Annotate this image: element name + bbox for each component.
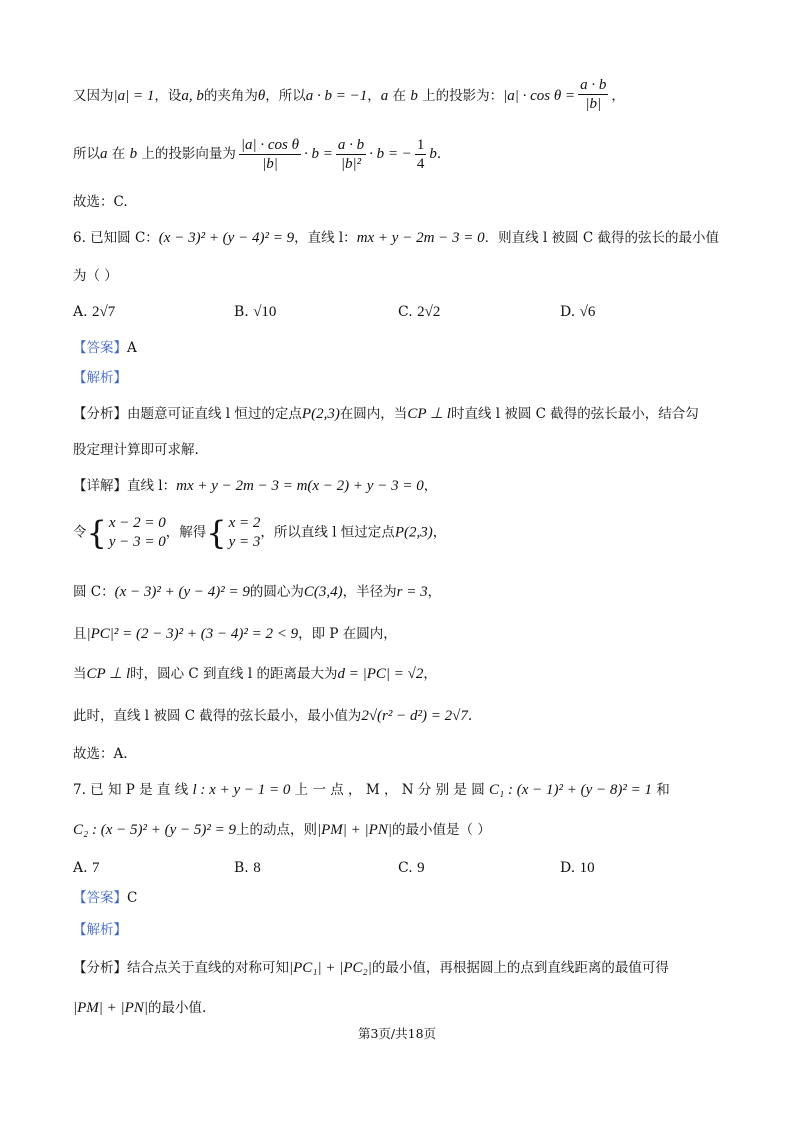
pc-distance-line — [73, 624, 397, 644]
text: 由题意可证直线 l 恒过的定点 — [127, 406, 302, 422]
option-value: 2√7 — [92, 304, 116, 320]
text: ， — [423, 478, 438, 494]
math: |a| = 1 — [113, 88, 155, 104]
projection-vector-line — [73, 136, 441, 173]
option-d — [560, 858, 595, 878]
text: 在圆内，当 — [339, 406, 408, 422]
equation: y − 3 = 0 — [108, 534, 166, 550]
text: ，即 P 在圆内， — [298, 626, 397, 642]
option-value: 7 — [92, 860, 100, 876]
math: b — [410, 88, 418, 104]
option-label: D. — [560, 304, 576, 320]
option-a — [73, 858, 100, 878]
text: ，所以直线 l 恒过定点 — [260, 524, 395, 541]
text: . — [436, 146, 442, 162]
answer-tag: 【答案】 — [73, 890, 127, 906]
question-7-stem-cont — [73, 820, 491, 840]
text: 上的动点，则 — [236, 822, 317, 838]
denominator: |b| — [585, 96, 602, 112]
option-label: C. — [398, 304, 413, 320]
text: 的圆心为 — [249, 584, 304, 600]
text: 6. 已知圆 C： — [73, 230, 159, 246]
denominator: 4 — [416, 156, 425, 172]
option-label: D. — [560, 860, 576, 876]
text: ，解得 — [165, 524, 207, 541]
answer-tag: 【答案】 — [73, 340, 127, 356]
equation: x = 2 — [228, 515, 261, 531]
option-b — [234, 858, 261, 878]
math: |PM| + |PN| — [317, 822, 392, 838]
text: 上 一 点 ， M ， N 分 别 是 圆 — [290, 782, 490, 798]
math: |PC₁| + |PC₂| — [289, 960, 372, 976]
math: a · b = −1 — [305, 88, 368, 104]
option-value: 9 — [417, 860, 425, 876]
text: ，所以 — [265, 88, 306, 104]
math: P(2,3) — [301, 406, 340, 422]
math: d = |PC| = √2 — [337, 666, 424, 682]
equation-system — [109, 514, 166, 552]
fraction — [336, 136, 366, 173]
text: 所以 — [73, 146, 100, 162]
text: ， — [427, 584, 442, 600]
option-c — [398, 302, 440, 322]
fraction — [578, 76, 608, 113]
equation: x − 2 = 0 — [108, 515, 166, 531]
text: 在 — [107, 146, 130, 162]
denominator: |b|² — [340, 156, 362, 172]
math: b — [129, 146, 138, 162]
text: 圆 C： — [73, 584, 115, 600]
question-7-answer — [73, 888, 137, 908]
math: |a| · cos θ = — [503, 88, 576, 104]
fenxi-tag: 【分析】 — [73, 406, 127, 422]
option-value: 2√2 — [417, 304, 441, 320]
text: 此时，直线 l 被圆 C 截得的弦长最小，最小值为 — [73, 708, 362, 724]
text: 当 — [73, 666, 87, 682]
question-6-stem — [73, 228, 719, 248]
brace-glyph: { — [206, 514, 227, 552]
math: mx + y − 2m − 3 = m(x − 2) + y − 3 = 0 — [176, 478, 424, 494]
text: ．则直线 l 被圆 C 截得的弦长的最小值 — [484, 230, 719, 246]
math: C₂ : (x − 5)² + (y − 5)² = 9 — [73, 822, 236, 838]
math: l : x + y − 1 = 0 — [192, 782, 291, 798]
text: 上的投影为： — [417, 88, 504, 104]
option-label: B. — [234, 304, 249, 320]
math: a — [100, 146, 108, 162]
text: ，直线 l： — [294, 230, 357, 246]
question-7-stem — [73, 780, 670, 800]
math: |PC|² = (2 − 3)² + (3 − 4)² = 2 < 9 — [86, 626, 299, 642]
text: 时直线 l 被圆 C 截得的弦长最小，结合勾 — [450, 406, 699, 422]
option-c — [398, 858, 425, 878]
projection-line — [73, 78, 625, 115]
text: 时，圆心 C 到直线 l 的距离最大为 — [130, 666, 338, 682]
math: C(3,4) — [303, 584, 343, 600]
numerator: 1 — [416, 137, 425, 153]
question-6-xiangjie — [73, 476, 437, 496]
math: C₁ : (x − 1)² + (y − 8)² = 1 — [489, 782, 653, 798]
math: r = 3 — [396, 584, 428, 600]
question-6-answer — [73, 338, 137, 358]
math: (x − 3)² + (y − 4)² = 9 — [114, 584, 250, 600]
option-value: √10 — [253, 304, 277, 320]
question-7-fenxi-cont — [73, 998, 206, 1018]
text: ，设 — [154, 88, 182, 104]
text: 的最小值. — [147, 1000, 207, 1016]
question-7-analysis-tag: 【解析】 — [73, 922, 127, 938]
text: 又因为 — [73, 88, 114, 104]
text: 的最小值，再根据圆上的点到直线距离的最值可得 — [371, 960, 669, 976]
math: · b = − — [369, 146, 412, 162]
math: |PM| + |PN| — [73, 1000, 148, 1016]
text: 的最小值是（ ） — [391, 822, 491, 838]
max-distance-line — [73, 664, 437, 684]
xiangjie-tag: 【详解】 — [73, 478, 127, 494]
answer-choice-line: 故选：C. — [73, 194, 128, 210]
text: 结合点关于直线的对称可知 — [127, 960, 289, 976]
option-a — [73, 302, 115, 322]
option-value: √6 — [579, 304, 596, 320]
question-6-fenxi — [73, 404, 699, 424]
equation: y = 3 — [228, 534, 261, 550]
math: a, b — [181, 88, 204, 104]
text: ， — [423, 666, 437, 682]
option-label: A. — [73, 860, 88, 876]
option-b — [234, 302, 276, 322]
option-label: C. — [398, 860, 413, 876]
page-footer: 第3页/共18页 — [357, 1026, 437, 1041]
option-label: B. — [234, 860, 249, 876]
text: 7. 已 知 P 是 直 线 — [73, 782, 193, 798]
answer-value: A — [127, 340, 137, 356]
question-7-fenxi — [73, 958, 669, 978]
text: 直线 l： — [127, 478, 177, 494]
text: 的夹角为 — [203, 88, 258, 104]
text: ，半径为 — [342, 584, 397, 600]
text: 上的投影向量为 — [137, 146, 236, 162]
text: ， — [432, 524, 447, 541]
text: ， — [367, 88, 381, 104]
text: 和 — [652, 782, 670, 798]
numerator: |a| · cos θ — [240, 137, 300, 153]
circle-center-line — [73, 582, 441, 602]
min-chord-line — [73, 706, 472, 726]
math: CP ⊥ l — [86, 666, 131, 682]
text: 且 — [73, 626, 87, 642]
math: 2√(r² − d²) = 2√7 — [361, 708, 468, 724]
text: 在 — [388, 88, 411, 104]
math: (x − 3)² + (y − 4)² = 9 — [158, 230, 295, 246]
option-value: 8 — [253, 860, 261, 876]
option-label: A. — [73, 304, 88, 320]
question-6-selection: 故选：A. — [73, 746, 128, 762]
option-value: 10 — [579, 860, 595, 876]
math: CP ⊥ l — [407, 406, 451, 422]
numerator: a · b — [337, 137, 365, 153]
text: 令 — [73, 524, 87, 541]
equation-system — [229, 514, 261, 552]
question-6-analysis-tag: 【解析】 — [73, 370, 127, 386]
option-d — [560, 302, 595, 322]
math: · b = — [304, 146, 333, 162]
fraction — [415, 136, 427, 173]
numerator: a · b — [580, 77, 607, 93]
question-6-fenxi-cont: 股定理计算即可求解. — [73, 442, 199, 458]
fenxi-tag: 【分析】 — [73, 960, 127, 976]
fraction — [239, 136, 301, 173]
math: θ — [257, 88, 266, 104]
question-6-stem-cont: 为（ ） — [73, 268, 118, 284]
brace-glyph: { — [86, 514, 107, 552]
text: ， — [611, 88, 625, 104]
math: P(2,3) — [394, 524, 433, 541]
denominator: |b| — [262, 156, 278, 172]
equation-system-line — [73, 514, 446, 552]
answer-value: C — [127, 890, 138, 906]
math: a — [380, 88, 389, 104]
math: b — [429, 146, 437, 162]
text: . — [467, 708, 473, 724]
math: mx + y − 2m − 3 = 0 — [356, 230, 485, 246]
